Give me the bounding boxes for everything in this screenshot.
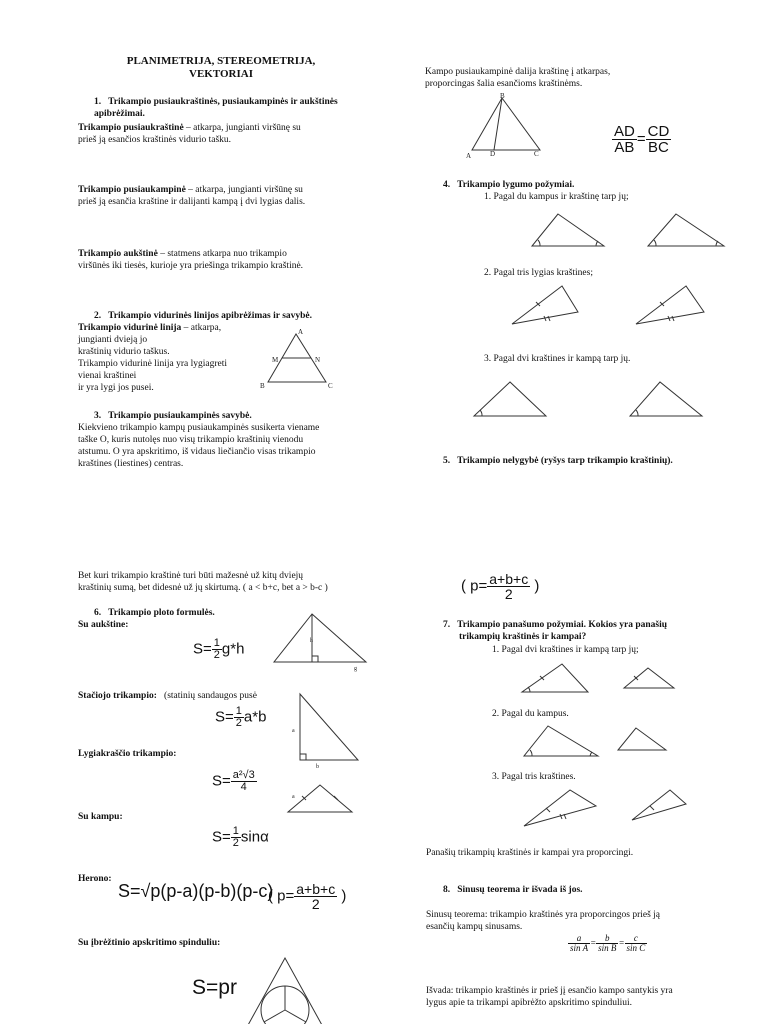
section-4-heading: 4. Trikampio lygumo požymiai. bbox=[443, 180, 575, 190]
heron-label: Herono: bbox=[78, 874, 112, 884]
page-title bbox=[96, 55, 346, 81]
congruence-item-3: 3. Pagal dvi kraštines ir kampą tarp jų. bbox=[484, 354, 631, 364]
sine-theorem-conclusion: Išvada: trikampio kraštinės ir prieš jį esančio kampo santykis yra lygus apie ta trikampi apibrėžto apskritimo spinduliui. bbox=[426, 986, 673, 1008]
midline-label-m: M bbox=[272, 356, 279, 364]
bisector-label-c: C bbox=[534, 150, 539, 158]
right-triangle-label: Stačiojo trikampio: (statinių sandaugos pusė bbox=[78, 691, 257, 701]
equilateral-triangle-figure bbox=[284, 782, 364, 818]
equilateral-label-a: a bbox=[292, 794, 295, 800]
altitude-label-h: h bbox=[310, 638, 313, 644]
midline-label-c: C bbox=[328, 382, 333, 390]
midline-triangle-figure bbox=[258, 326, 338, 392]
similarity-sas-figures bbox=[518, 660, 678, 698]
bisector-ratio-formula: $\frac{AD}{AB}$ = $\frac{CD}{BC}$ bbox=[614, 123, 670, 156]
page-title-line2: VEKTORIAI bbox=[189, 68, 253, 80]
inscribed-circle-label: Su įbrėžtinio apskritimo spinduliu: bbox=[78, 938, 221, 948]
right-label-b: b bbox=[316, 764, 319, 770]
congruence-sas-figures bbox=[470, 378, 710, 420]
area-formula-equilateral: S= $\frac{\text{a²√3}}{4}$ bbox=[212, 769, 255, 793]
heron-semiperimeter: ( p= $\frac{a+b+c}{2}$ ) bbox=[268, 881, 347, 912]
congruence-item-1: 1. Pagal du kampus ir kraštinę tarp jų; bbox=[484, 192, 629, 202]
right-triangle-figure bbox=[290, 690, 370, 770]
page-title-line1: PLANIMETRIJA, STEREOMETRIJA, bbox=[126, 55, 316, 67]
section-5-heading: 5. Trikampio nelygybė (ryšys tarp trikampio kraštinių). bbox=[443, 456, 673, 466]
similarity-conclusion: Panašių trikampių kraštinės ir kampai yra proporcingi. bbox=[426, 848, 634, 858]
midline-definition: Trikampio vidurinė linija – atkarpa, jungianti dvieją jo kraštinių vidurio taškus. Trikampio vidurinė linija yra lygiagreti vienai kraštinei ir yra lygi jos pusei. bbox=[78, 323, 227, 393]
similarity-sss-figures bbox=[520, 786, 690, 830]
triangle-inequality-text: Bet kuri trikampio kraštinė turi būti mažesnė už kitų dviejų kraštinių sumą, bet didesnė už jų skirtumą. ( a < b+c, bet a > b-c ) bbox=[78, 571, 328, 593]
section-6-heading: 6. Trikampio ploto formulės. bbox=[94, 608, 215, 618]
area-formula-angle: S= $\frac{1}{2}$ sinα bbox=[212, 825, 269, 849]
bisector-label-b: B bbox=[500, 92, 505, 100]
sine-theorem-formula: $\frac{a}{\text{sin A}}$ = $\frac{b}{\text{sin B}}$ = $\frac{c}{\text{sin C}}$ bbox=[570, 933, 646, 953]
bisector-triangle-figure bbox=[464, 92, 554, 158]
bisector-ratio-text: Kampo pusiaukampinė dalija kraštinę į atkarpas, proporcingas šalia esančioms kraštinėms. bbox=[425, 67, 611, 89]
congruence-asa-figures bbox=[528, 210, 728, 250]
median-definition: Trikampio pusiaukraštinė – atkarpa, jungianti viršūnę su prieš ją esančios kraštinės vidurio tašku. bbox=[78, 123, 301, 145]
similarity-item-2: 2. Pagal du kampus. bbox=[492, 709, 569, 719]
area-formula-inradius: S=pr bbox=[192, 976, 237, 999]
altitude-triangle-figure bbox=[270, 610, 370, 670]
sine-theorem-text: Sinusų teorema: trikampio kraštinės yra proporcingos prieš ją esančių kampų sinusams. bbox=[426, 910, 661, 932]
section-1-heading: 1. Trikampio pusiaukraštinės, pusiaukampinės ir aukštinės apibrėžimai. bbox=[94, 97, 338, 119]
altitude-label-g: g bbox=[354, 666, 357, 672]
heron-formula: S=√p(p-a)(p-b)(p-c) bbox=[118, 881, 274, 901]
congruence-item-2: 2. Pagal tris lygias kraštines; bbox=[484, 268, 593, 278]
bisector-label-a: A bbox=[466, 152, 472, 160]
altitude-definition: Trikampio aukštinė – statmens atkarpa nuo trikampio viršūnės iki tiesės, kurioje yra priešinga trikampio kraštinė. bbox=[78, 249, 304, 271]
equilateral-label: Lygiakraščio trikampio: bbox=[78, 749, 177, 759]
bisector-property-text: Kiekvieno trikampio kampų pusiaukampinės susikerta viename taške O, kuris nutolęs nuo visų trikampio kraštinių vienodu atstumu. O yra apskritimo, iš vidaus liečiančio visas trikampio kraštines (liestines) centras. bbox=[78, 423, 320, 469]
section-8-heading: 8. Sinusų teorema ir išvada iš jos. bbox=[443, 885, 583, 895]
area-formula-right: S= $\frac{1}{2}$ a*b bbox=[215, 705, 267, 729]
midline-label-b: B bbox=[260, 382, 265, 390]
bisector-definition: Trikampio pusiaukampinė – atkarpa, jungianti viršūnę su prieš ją esančia kraštine ir dalijanti kampą į dvi lygias dalis. bbox=[78, 185, 306, 207]
area-with-altitude-label: Su aukštine: bbox=[78, 620, 129, 630]
semiperimeter-formula: ( p= $\frac{a+b+c}{2}$ ) bbox=[461, 571, 540, 602]
bisector-label-d: D bbox=[490, 150, 496, 158]
area-with-angle-label: Su kampu: bbox=[78, 812, 123, 822]
midline-label-n: N bbox=[315, 356, 321, 364]
similarity-aa-figures bbox=[518, 722, 668, 762]
right-label-a: a bbox=[292, 728, 295, 734]
area-formula-altitude: S= $\frac{1}{2}$ g*h bbox=[193, 637, 245, 661]
congruence-sss-figures bbox=[508, 282, 728, 328]
midline-label-a: A bbox=[298, 328, 304, 336]
section-7-heading: 7. Trikampio panašumo požymiai. Kokios yra panašių trikampių kraštinės ir kampai? bbox=[443, 620, 668, 642]
inscribed-circle-figure bbox=[240, 956, 330, 1024]
section-3-heading: 3. Trikampio pusiaukampinės savybė. bbox=[94, 411, 252, 421]
similarity-item-1: 1. Pagal dvi kraštines ir kampą tarp jų; bbox=[492, 645, 639, 655]
section-2-heading: 2. Trikampio vidurinės linijos apibrėžimas ir savybė. bbox=[94, 311, 313, 321]
similarity-item-3: 3. Pagal tris kraštines. bbox=[492, 772, 576, 782]
